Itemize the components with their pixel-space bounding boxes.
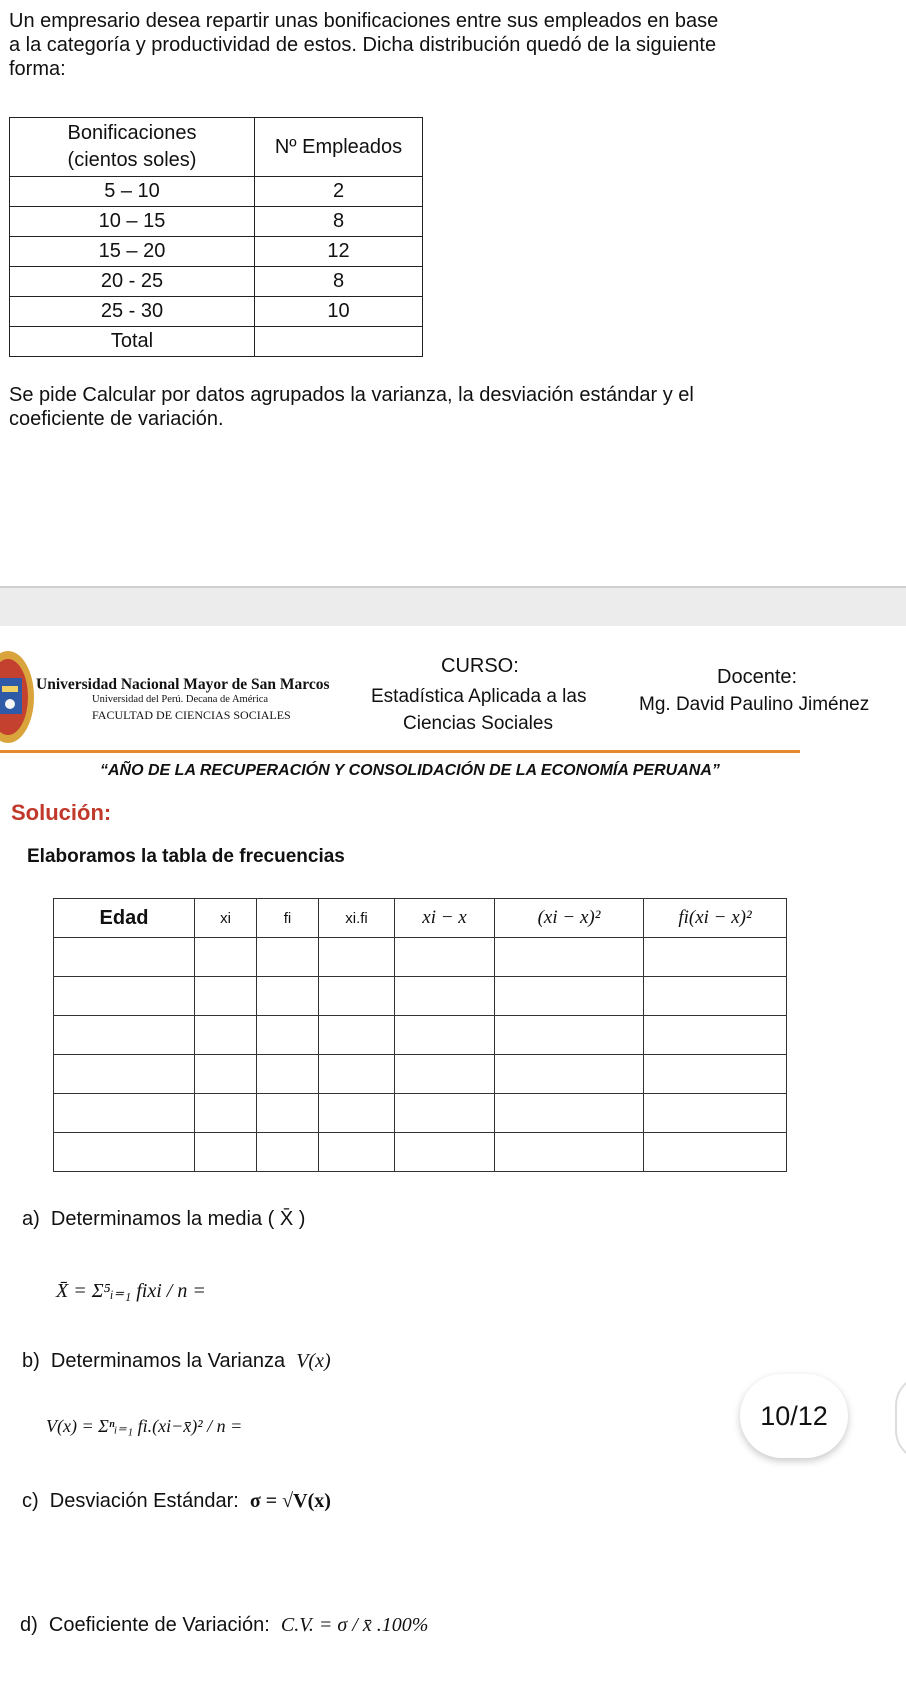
course-name-line1: Estadística Aplicada a las — [371, 686, 587, 707]
bonus-header-cell — [10, 118, 255, 177]
total-label: Total — [10, 327, 255, 357]
range-cell: 20 - 25 — [10, 267, 255, 297]
step-b-formula: V(x) = Σⁿᵢ₌₁ fi.(xi−x̄)² / n = — [46, 1416, 243, 1436]
table-row — [54, 1016, 787, 1055]
bonus-table-header — [10, 118, 423, 177]
course-name-line2: Ciencias Sociales — [403, 713, 553, 734]
table-row — [10, 237, 423, 267]
count-cell: 8 — [255, 207, 423, 237]
col-edad: Edad — [54, 899, 195, 938]
step-d — [20, 1614, 428, 1637]
step-c — [22, 1490, 331, 1513]
step-a-label: a) — [22, 1208, 40, 1230]
range-cell: 10 – 15 — [10, 207, 255, 237]
table-row — [54, 938, 787, 977]
year-motto: “AÑO DE LA RECUPERACIÓN Y CONSOLIDACIÓN DE LA ECONOMÍA PERUANA” — [100, 762, 720, 779]
count-cell: 10 — [255, 297, 423, 327]
task-line-1: Se pide Calcular por datos agrupados la varianza, la desviación estándar y el — [9, 384, 694, 406]
col-deviation-squared: (xi − x)² — [495, 899, 644, 938]
step-d-label: d) — [20, 1614, 38, 1636]
frequency-table-header — [54, 899, 787, 938]
university-logo — [0, 648, 34, 746]
step-a — [22, 1208, 305, 1231]
range-cell: 25 - 30 — [10, 297, 255, 327]
step-d-text: Coeficiente de Variación: — [48, 1614, 270, 1636]
task-line-2: coeficiente de variación. — [9, 408, 224, 430]
table-row — [10, 267, 423, 297]
col-fi: fi — [257, 899, 319, 938]
header-divider — [0, 750, 800, 753]
faculty-name: FACULTAD DE CIENCIAS SOCIALES — [92, 708, 291, 722]
university-subtitle: Universidad del Perú. Decana de América — [92, 694, 269, 705]
table-row — [54, 1133, 787, 1172]
table-row — [10, 177, 423, 207]
step-b-text: Determinamos la Varianza — [50, 1350, 286, 1372]
intro-line-2: a la categoría y productividad de estos. Dicha distribución quedó de la siguiente — [9, 34, 717, 56]
page-separator — [0, 586, 906, 626]
step-a-text: Determinamos la media ( X̄ ) — [50, 1208, 306, 1230]
col-deviation: xi − x — [395, 899, 495, 938]
step-d-formula: C.V. = σ / x̄ .100% — [280, 1614, 429, 1636]
col-weighted-deviation-squared: fi(xi − x)² — [644, 899, 787, 938]
step-b-label: b) — [22, 1350, 40, 1372]
solution-title: Solución: — [11, 800, 112, 825]
table-row — [10, 297, 423, 327]
total-value — [255, 327, 423, 357]
intro-line-3: forma: — [9, 58, 66, 80]
step-c-label: c) — [22, 1490, 39, 1512]
total-row — [10, 327, 423, 357]
count-cell: 8 — [255, 267, 423, 297]
teacher-label: Docente: — [717, 666, 798, 688]
table-row — [54, 977, 787, 1016]
freq-table-title: Elaboramos la tabla de frecuencias — [27, 846, 345, 867]
crest-icon — [0, 648, 34, 746]
range-cell: 5 – 10 — [10, 177, 255, 207]
step-c-text: Desviación Estándar: — [49, 1490, 239, 1512]
bonus-header-line1: Bonificaciones — [67, 122, 197, 144]
count-cell: 12 — [255, 237, 423, 267]
intro-paragraph — [9, 9, 889, 81]
step-a-formula: X̄ = Σ⁵ᵢ₌₁ fixi / n = — [56, 1280, 206, 1302]
bonus-header-line2: (cientos soles) — [67, 149, 197, 171]
step-b-symbol: V(x) — [296, 1350, 331, 1372]
course-label: CURSO: — [441, 655, 519, 677]
col-xifi: xi.fi — [319, 899, 395, 938]
table-row — [54, 1094, 787, 1133]
range-cell: 15 – 20 — [10, 237, 255, 267]
teacher-name: Mg. David Paulino Jiménez — [639, 694, 870, 715]
next-page-edge — [895, 1374, 906, 1462]
step-b — [22, 1350, 331, 1373]
task-paragraph — [9, 383, 889, 431]
page-indicator: 10/12 — [740, 1374, 848, 1458]
frequency-table — [53, 898, 787, 1172]
step-c-formula: σ = √V(x) — [249, 1490, 331, 1512]
col-xi: xi — [195, 899, 257, 938]
bonus-table — [9, 117, 423, 357]
count-cell: 2 — [255, 177, 423, 207]
table-row — [54, 1055, 787, 1094]
intro-line-1: Un empresario desea repartir unas bonificaciones entre sus empleados en base — [9, 10, 719, 32]
page-separator-line — [0, 586, 906, 588]
employees-header-cell: Nº Empleados — [255, 118, 423, 177]
table-row — [10, 207, 423, 237]
university-name: Universidad Nacional Mayor de San Marcos — [36, 676, 330, 693]
